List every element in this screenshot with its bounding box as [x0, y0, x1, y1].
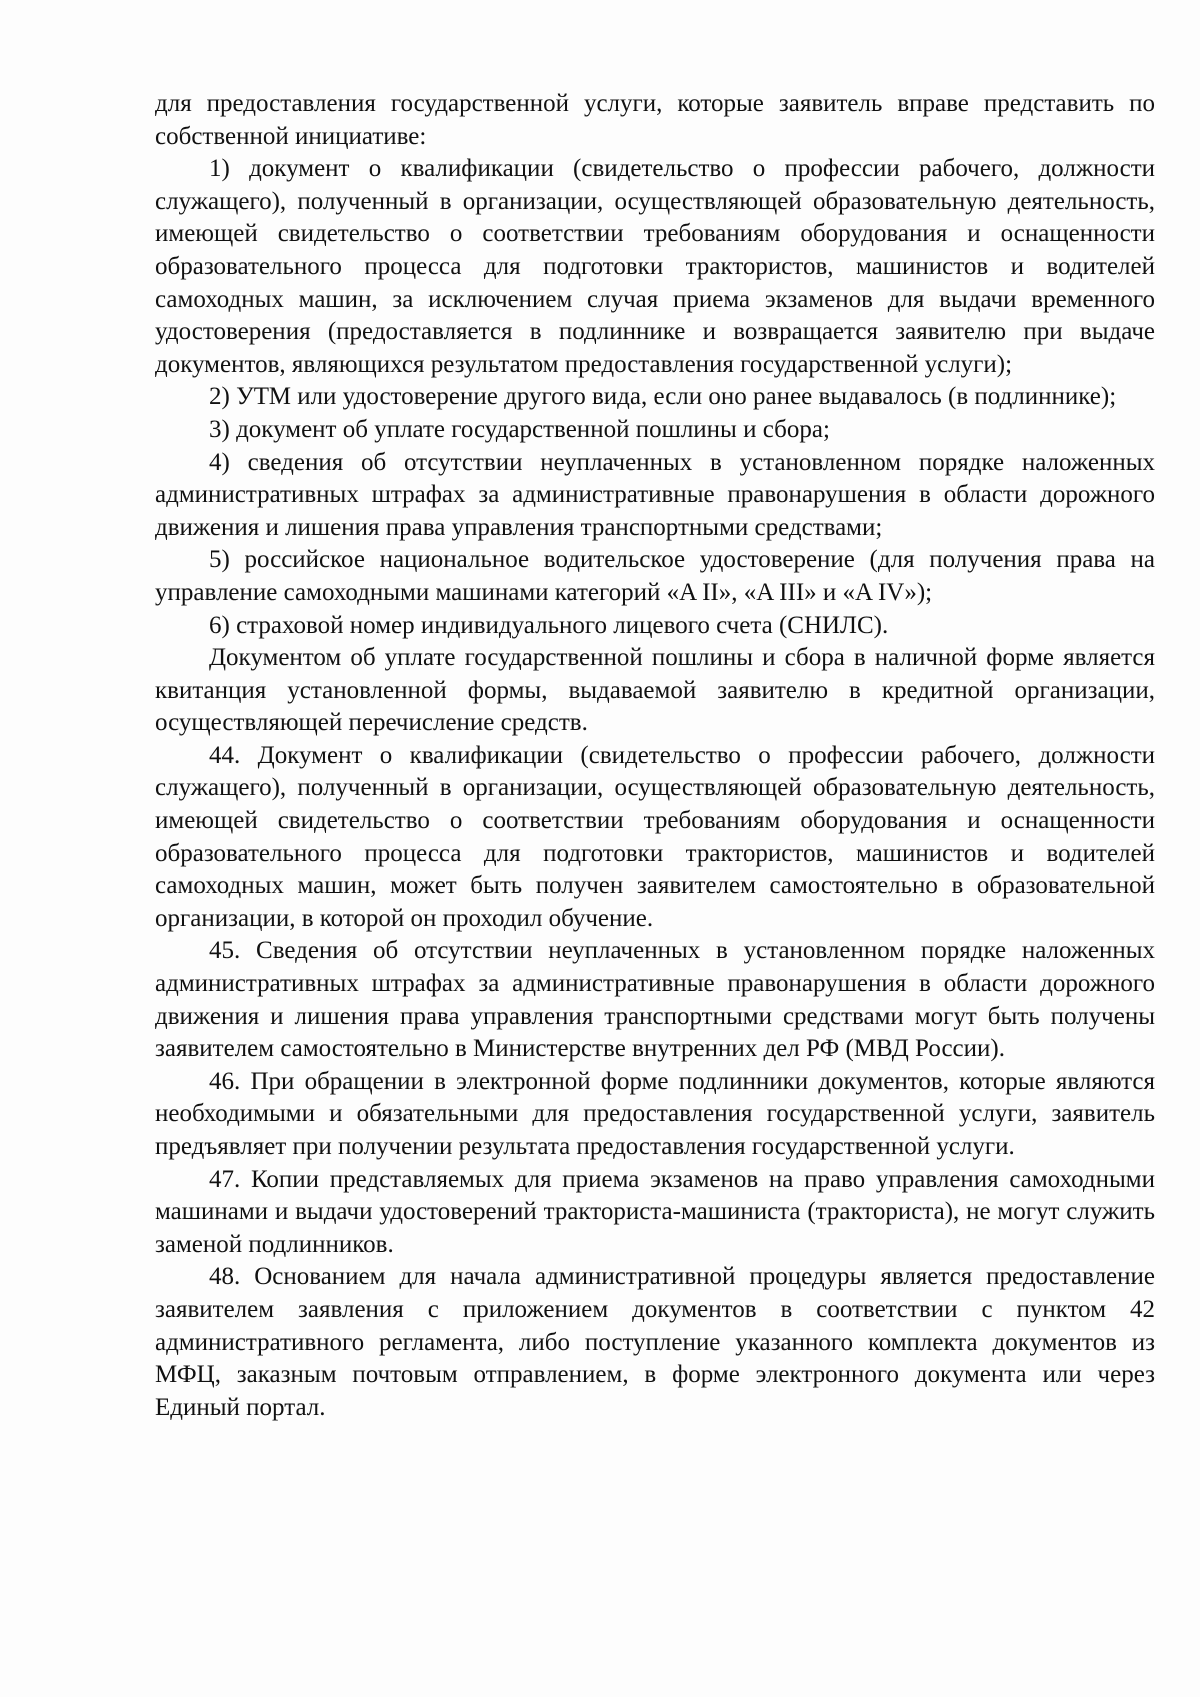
paragraph-item-1: 1) документ о квалификации (свидетельство о профессии рабочего, должности служащего), полученный в организации, осуществляющей образовательную деятельность, имеющей свидетельство о соответствии требованиям оборудования и оснащенности образовательного процесса для подготовки трактористов, машинистов и водителей самоходных машин, за исключением случая приема экзаменов для выдачи временного удостоверения (предоставляется в подлиннике и возвращается заявителю при выдаче документов, являющихся результатом предоставления государственной услуги);: [155, 155, 1155, 378]
paragraph-item-6: 6) страховой номер индивидуального лицевого счета (СНИЛС).: [209, 611, 889, 639]
paragraph-46: 46. При обращении в электронной форме подлинники документов, которые являются необходимыми и обязательными для предоставления государственной услуги, заявитель предъявляет при получении результата предоставления государственной услуги.: [155, 1067, 1155, 1160]
paragraph-48: 48. Основанием для начала административной процедуры является предоставление заявителем заявления с приложением документов в соответствии с пунктом 42 административного регламента, либо поступление указанного комплекта документов из МФЦ, заказным почтовым отправлением, в форме электронного документа или через Единый портал.: [155, 1263, 1155, 1421]
paragraph-47: 47. Копии представляемых для приема экзаменов на право управления самоходными машинами и выдачи удостоверений тракториста-машиниста (тракториста), не могут служить заменой подлинников.: [155, 1165, 1155, 1258]
paragraph-item-3: 3) документ об уплате государственной пошлины и сбора;: [209, 415, 830, 443]
paragraph-45: 45. Сведения об отсутствии неуплаченных в установленном порядке наложенных административных штрафах за административные правонарушения в области дорожного движения и лишения права управления транспортными средствами могут быть получены заявителем самостоятельно в Министерстве внутренних дел РФ (МВД России).: [155, 937, 1155, 1063]
document-body: [155, 88, 1155, 1424]
paragraph-item-4: 4) сведения об отсутствии неуплаченных в установленном порядке наложенных административных штрафах за административные правонарушения в области дорожного движения и лишения права управления транспортными средствами;: [155, 448, 1155, 541]
paragraph-item-2: 2) УТМ или удостоверение другого вида, если оно ранее выдавалось (в подлиннике);: [209, 383, 1117, 411]
paragraph-continuation: для предоставления государственной услуги, которые заявитель вправе представить по собственной инициативе:: [155, 90, 1155, 150]
paragraph-payment-receipt: Документом об уплате государственной пошлины и сбора в наличной форме является квитанция установленной формы, выдаваемой заявителю в кредитной организации, осуществляющей перечисление средств.: [155, 644, 1155, 737]
paragraph-item-5: 5) российское национальное водительское удостоверение (для получения права на управление самоходными машинами категорий «A II», «A III» и «A IV»);: [155, 546, 1155, 606]
paragraph-44: 44. Документ о квалификации (свидетельство о профессии рабочего, должности служащего), полученный в организации, осуществляющей образовательную деятельность, имеющей свидетельство о соответствии требованиям оборудования и оснащенности образовательного процесса для подготовки трактористов, машинистов и водителей самоходных машин, может быть получен заявителем самостоятельно в образовательной организации, в которой он проходил обучение.: [155, 741, 1155, 932]
